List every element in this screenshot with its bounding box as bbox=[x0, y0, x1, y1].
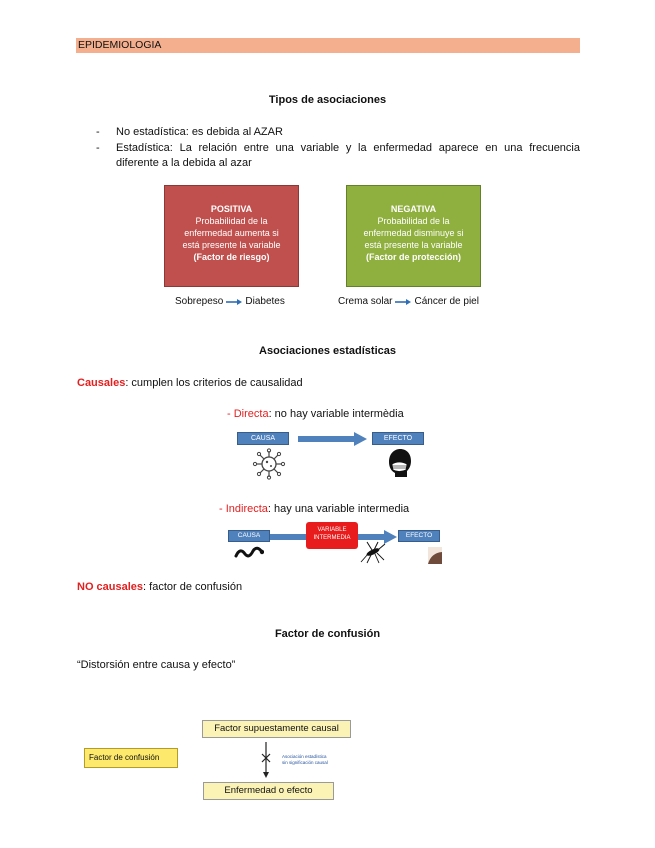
example-to: Cáncer de piel bbox=[414, 296, 479, 307]
example-from: Crema solar bbox=[338, 296, 393, 307]
bullet-item bbox=[96, 141, 580, 171]
note-line: sin significación causal bbox=[282, 760, 328, 765]
bullet-dash: - bbox=[96, 142, 100, 154]
virus-icon bbox=[252, 448, 286, 480]
effect-box: Enfermedad o efecto bbox=[203, 782, 334, 800]
indirecta-label: - Indirecta bbox=[219, 503, 268, 515]
causales-label: Causales bbox=[77, 377, 126, 389]
confounding-factor-box: Factor de confusión bbox=[84, 748, 178, 768]
positive-line: enfermedad aumenta si bbox=[184, 228, 279, 238]
bullet-item bbox=[96, 125, 580, 140]
negative-factor: (Factor de protección) bbox=[365, 252, 461, 262]
direct-cause-label: CAUSA bbox=[237, 432, 289, 445]
example-positive bbox=[175, 296, 285, 307]
bullet-text: No estadística: es debida al AZAR bbox=[116, 126, 283, 138]
worm-icon bbox=[234, 545, 264, 559]
direct-arrow-icon bbox=[298, 432, 368, 446]
header-title: EPIDEMIOLOGIA bbox=[78, 39, 162, 51]
positive-line: Probabilidad de la bbox=[195, 216, 268, 226]
variable-line: INTERMEDIA bbox=[313, 535, 351, 541]
causales-text: : cumplen los criterios de causalidad bbox=[125, 377, 303, 389]
negative-line: Probabilidad de la bbox=[377, 216, 450, 226]
negative-title: NEGATIVA bbox=[390, 204, 437, 214]
example-to: Diabetes bbox=[245, 296, 285, 307]
arrow-right-icon bbox=[226, 298, 242, 306]
association-note bbox=[282, 754, 328, 766]
confusion-quote: “Distorsión entre causa y efecto” bbox=[77, 659, 236, 671]
note-line: Asociación estadística bbox=[282, 754, 327, 759]
bullet-dash: - bbox=[96, 126, 100, 138]
arrow-right-icon bbox=[395, 298, 411, 306]
causales-line bbox=[77, 376, 303, 390]
no-causales-line bbox=[77, 580, 242, 594]
indirecta-line bbox=[219, 502, 409, 516]
bullet-text: Estadística: La relación entre una variable y la enfermedad aparece en una frecuencia diferente a la debida al azar bbox=[116, 142, 580, 169]
directa-text: : no hay variable intermèdia bbox=[268, 408, 404, 420]
positive-factor: (Factor de riesgo) bbox=[193, 252, 270, 262]
no-causales-text: : factor de confusión bbox=[143, 581, 243, 593]
negative-association-box bbox=[346, 185, 481, 287]
section-title-asociaciones: Asociaciones estadísticas bbox=[259, 345, 396, 357]
example-negative bbox=[338, 296, 479, 307]
bullet-list bbox=[96, 125, 580, 172]
indirect-effect-label: EFECTO bbox=[398, 530, 440, 542]
indirect-cause-label: CAUSA bbox=[228, 530, 270, 542]
no-causales-label: NO causales bbox=[77, 581, 144, 593]
positive-line: está presente la variable bbox=[182, 240, 281, 250]
causal-factor-box: Factor supuestamente causal bbox=[202, 720, 351, 738]
indirecta-text: : hay una variable intermedia bbox=[267, 503, 410, 515]
section-title-confusion: Factor de confusión bbox=[274, 628, 381, 640]
positive-association-box bbox=[164, 185, 299, 287]
skin-image-icon bbox=[428, 547, 442, 564]
mask-icon bbox=[385, 448, 413, 478]
mosquito-icon bbox=[358, 540, 386, 564]
directa-label: - Directa bbox=[227, 408, 269, 420]
negative-line: está presente la variable bbox=[364, 240, 463, 250]
positive-title: POSITIVA bbox=[210, 204, 253, 214]
example-from: Sobrepeso bbox=[175, 296, 224, 307]
indirect-variable-label bbox=[306, 522, 358, 549]
directa-line bbox=[227, 407, 404, 421]
variable-line: VARIABLE bbox=[317, 527, 347, 533]
negative-line: enfermedad disminuye si bbox=[363, 228, 464, 238]
crossed-arrow-icon bbox=[258, 740, 274, 780]
direct-effect-label: EFECTO bbox=[372, 432, 424, 445]
section-title-tipos: Tipos de asociaciones bbox=[268, 94, 387, 106]
